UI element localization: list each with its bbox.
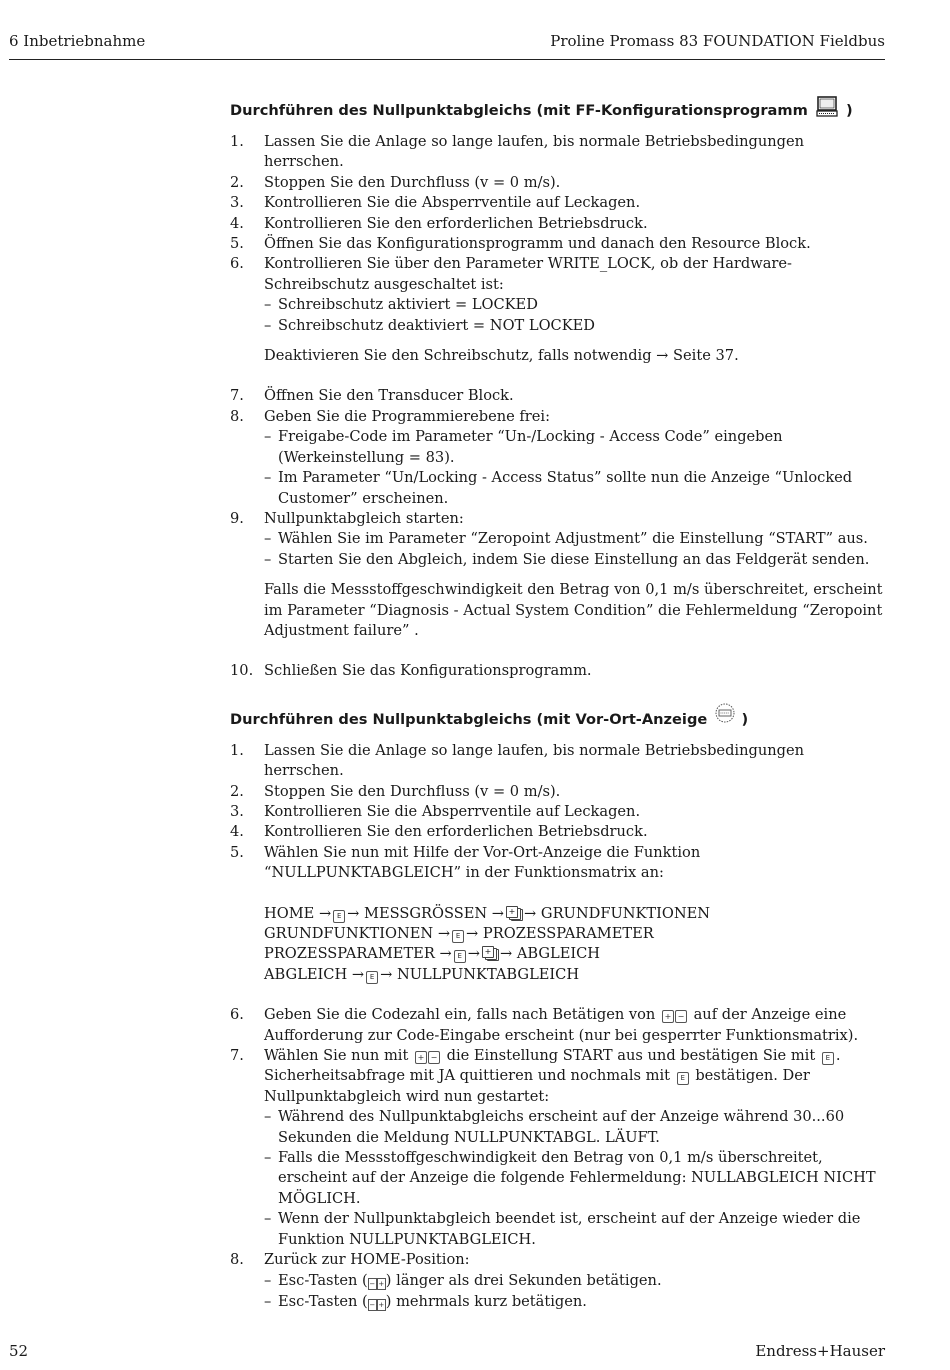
- chapter-title: 6 Inbetriebnahme: [9, 32, 146, 50]
- menu-path: HOME → E → MESSGRÖSSEN → + → GRUNDFUNKTIONEN GRUNDFUNKTIONEN → E → PROZESSPARAMETER PROZESSPARAMETER → E → + → ABGLEICH ABGLEICH → E → NULLPUNKTABGLEICH: [264, 904, 711, 983]
- list-item: 2. Stoppen Sie den Durchfluss (v = 0 m/s).: [230, 782, 561, 800]
- note: Deaktivieren Sie den Schreibschutz, falls notwendig → Seite 37.: [264, 347, 739, 365]
- list-item: 4. Kontrollieren Sie den erforderlichen Betriebsdruck.: [230, 823, 648, 841]
- plus-minus-keys-icon: +: [506, 906, 522, 919]
- sub-item: – Wenn der Nullpunktabgleich beendet ist, erscheint auf der Anzeige wieder die Funktion NULLPUNKTABGLEICH.: [264, 1210, 861, 1248]
- product-title: Proline Promass 83 FOUNDATION Fieldbus: [550, 32, 885, 50]
- sub-item: – Freigabe-Code im Parameter “Un-/Locking - Access Code” eingeben (Werkeinstellung = 83).: [264, 428, 783, 466]
- sub-item: – Esc-Tasten ( − + ) länger als drei Sekunden betätigen.: [264, 1271, 886, 1292]
- list-item: 4. Kontrollieren Sie den erforderlichen Betriebsdruck.: [230, 214, 648, 232]
- section-heading-ff: Durchführen des Nullpunktabgleichs (mit FF-Konfigurationsprogramm ): [230, 96, 886, 123]
- page-number: 52: [9, 1342, 29, 1360]
- enter-key-icon: E: [333, 910, 345, 923]
- list-item: 5. Öffnen Sie das Konfigurationsprogramm und danach den Resource Block.: [230, 235, 811, 253]
- sub-item: – Starten Sie den Abgleich, indem Sie diese Einstellung an das Feldgerät senden.: [264, 550, 870, 568]
- page-header: [9, 32, 885, 58]
- list-item: 6. Kontrollieren Sie über den Parameter WRITE_LOCK, ob der Hardware-Schreibschutz ausgeschaltet ist: – Schreibschutz aktiviert = LOCKED – Schreibschutz deaktiviert = NOT LOCKED Deaktivieren Sie den Schreibschutz, falls notwendig → Seite 37.: [230, 254, 886, 366]
- list-item: 8. Zurück zur HOME-Position: – Esc-Tasten ( − + ) länger als drei Sekunden betätigen. – Esc-Tasten ( − + ) mehrmals kurz betätigen.: [230, 1250, 886, 1313]
- section-heading-local: Durchführen des Nullpunktabgleichs (mit Vor-Ort-Anzeige ): [230, 702, 886, 732]
- sub-item: – Im Parameter “Un/Locking - Access Status” sollte nun die Anzeige “Unlocked Customer” erscheinen.: [264, 469, 853, 507]
- enter-key-icon: E: [366, 971, 378, 984]
- sub-item: – Schreibschutz deaktiviert = NOT LOCKED: [264, 316, 595, 334]
- list-item: 7. Öffnen Sie den Transducer Block.: [230, 387, 514, 405]
- list-item: 3. Kontrollieren Sie die Absperrventile auf Leckagen.: [230, 802, 641, 820]
- brand-name: Endress+Hauser: [755, 1342, 885, 1360]
- sub-item: – Schreibschutz aktiviert = LOCKED: [264, 296, 538, 314]
- list-item: 9. Nullpunktabgleich starten: – Wählen Sie im Parameter “Zeropoint Adjustment” die Einstellung “START” aus. – Starten Sie den Abgleich, indem Sie diese Einstellung an das Feldgerät senden. Falls die Messstoffgeschwindigkeit den Betrag von 0,1 m/s überschreitet, erscheint im Parameter “Diagnosis - Actual System Condition” die Fehlermeldung “Zeropoint Adjustment failure” .: [230, 509, 886, 641]
- plus-minus-keys-icon: + −: [415, 1046, 440, 1066]
- main-content: [230, 96, 886, 1313]
- sub-item: – Wählen Sie im Parameter “Zeropoint Adjustment” die Einstellung “START” aus.: [264, 530, 868, 548]
- list-item: 7. Wählen Sie nun mit + − die Einstellung START aus und bestätigen Sie mit E . Sicherheitsabfrage mit JA quittieren und nochmals mit E bestätigen. Der Nullpunktabgleich wird nun gestartet: – Während des Nullpunktabgleichs erscheint auf der Anzeige während 30...60 Sekunden die Meldung NULLPUNKTABGL. LÄUFT. – Falls die Messstoffgeschwindigkeit den Betrag von 0,1 m/s überschreitet, erscheint auf der Anzeige die folgende Fehlermeldung: NULLABGLEICH NICHT MÖGLICH. – Wenn der Nullpunktabgleich beendet ist, erscheint auf der Anzeige wieder die Funktion NULLPUNKTABGLEICH.: [230, 1046, 886, 1250]
- enter-key-icon: E: [452, 930, 464, 943]
- enter-key-icon: E: [677, 1072, 689, 1085]
- plus-minus-keys-icon: + −: [662, 1005, 687, 1025]
- list-item: 2. Stoppen Sie den Durchfluss (v = 0 m/s).: [230, 173, 561, 191]
- header-rule: [9, 59, 885, 60]
- computer-icon: [816, 96, 838, 118]
- sub-item: – Falls die Messstoffgeschwindigkeit den Betrag von 0,1 m/s überschreitet, erscheint auf der Anzeige die folgende Fehlermeldung: NULLABGLEICH NICHT MÖGLICH.: [264, 1149, 876, 1207]
- sub-item: – Esc-Tasten ( − + ) mehrmals kurz betätigen.: [264, 1292, 886, 1313]
- list-item: 6. Geben Sie die Codezahl ein, falls nach Betätigen von + − auf der Anzeige eine Aufforderung zur Code-Eingabe erscheint (nur bei gesperrter Funktionsmatrix).: [230, 1006, 859, 1044]
- list-item: 8. Geben Sie die Programmierebene frei: – Freigabe-Code im Parameter “Un-/Locking - Access Code” eingeben (Werkeinstellung = 83). – Im Parameter “Un/Locking - Access Status” sollte nun die Anzeige “Unlocked Customer” erscheinen.: [230, 407, 886, 509]
- list-item: 1. Lassen Sie die Anlage so lange laufen, bis normale Betriebsbedingungen herrschen.: [230, 133, 804, 171]
- list-item: 10. Schließen Sie das Konfigurationsprogramm.: [230, 662, 592, 680]
- list-item: 3. Kontrollieren Sie die Absperrventile auf Leckagen.: [230, 194, 641, 212]
- local-display-icon: [714, 702, 736, 724]
- list-item: 1. Lassen Sie die Anlage so lange laufen, bis normale Betriebsbedingungen herrschen.: [230, 741, 804, 780]
- esc-keys-icon: − +: [369, 1279, 385, 1288]
- enter-key-icon: E: [454, 950, 466, 963]
- plus-minus-keys-icon: +: [482, 946, 498, 959]
- list-item: 5. Wählen Sie nun mit Hilfe der Vor-Ort-Anzeige die Funktion “NULLPUNKTABGLEICH” in der Funktionsmatrix an: HOME → E → MESSGRÖSSEN → + → GRUNDFUNKTIONEN GRUNDFUNKTIONEN → E → PROZESSPARAMETER PROZESSPARAMETER → E → + → ABGLEICH ABGLEICH → E → NULLPUNKTABGLEICH: [230, 843, 886, 985]
- esc-keys-icon: − +: [369, 1300, 385, 1309]
- local-step-list: [230, 741, 886, 1314]
- sub-item: – Während des Nullpunktabgleichs erscheint auf der Anzeige während 30...60 Sekunden die Meldung NULLPUNKTABGL. LÄUFT.: [264, 1108, 845, 1146]
- note: Falls die Messstoffgeschwindigkeit den Betrag von 0,1 m/s überschreitet, erscheint im Parameter “Diagnosis - Actual System Condition” die Fehlermeldung “Zeropoint Adjustment failure” .: [264, 581, 883, 639]
- enter-key-icon: E: [822, 1052, 834, 1065]
- ff-step-list: [230, 132, 886, 682]
